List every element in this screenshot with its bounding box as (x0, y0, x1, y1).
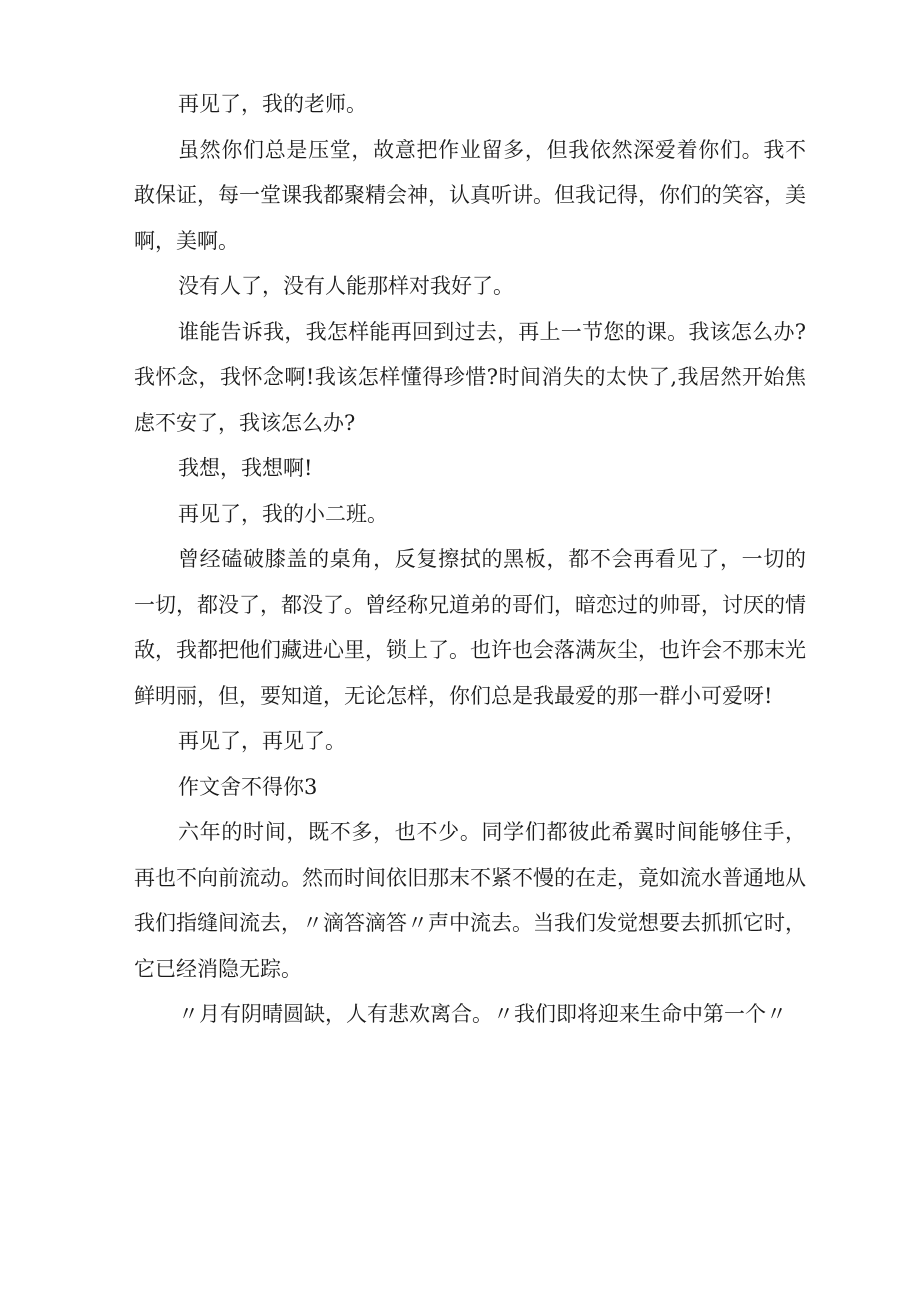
paragraph-farewell-class: 再见了，我的小二班。 (178, 501, 388, 526)
essay-title: 作文舍不得你3 (178, 774, 318, 799)
paragraph-six-years: 六年的时间，既不多，也不少。同学们都彼此希翼时间能够住手，再也不向前流动。然而时间依旧那末不紧不慢的在走，竟如流水普通地从我们指缝间流去，〃滴答滴答〃声中流去。当我们发觉想要去抓抓它时，它已经消隐无踪。 (134, 820, 806, 981)
paragraph-goodbye: 再见了，再见了。 (178, 729, 346, 753)
paragraph-class-memory: 曾经磕破膝盖的桌角，反复擦拭的黑板，都不会再看见了，一切的一切，都没了，都没了。曾经称兄道弟的哥们，暗恋过的帅哥，讨厌的情敌，我都把他们藏进心里，锁上了。也许也会落满灰尘，也许会不那末光鲜明丽，但，要知道，无论怎样，你们总是我最爱的那一群小可爱呀! (134, 547, 806, 708)
paragraph-teacher-memory: 虽然你们总是压堂，故意把作业留多，但我依然深爱着你们。我不敢保证，每一堂课我都聚精会神，认真听讲。但我记得，你们的笑容，美啊，美啊。 (134, 137, 806, 253)
document-body (134, 82, 806, 1038)
paragraph-no-one: 没有人了，没有人能那样对我好了。 (178, 274, 514, 298)
paragraph-who-can-tell: 谁能告诉我，我怎样能再回到过去，再上一节您的课。我该怎么办?我怀念，我怀念啊!我该怎样懂得珍惜?时间消失的太快了,我居然开始焦虑不安了，我该怎么办? (134, 319, 806, 435)
paragraph-moon-quote: 〃月有阴晴圆缺，人有悲欢离合。〃我们即将迎来生命中第一个〃 (178, 1002, 787, 1026)
paragraph-i-miss: 我想，我想啊! (178, 456, 313, 480)
paragraph-farewell-teacher: 再见了，我的老师。 (178, 92, 367, 116)
